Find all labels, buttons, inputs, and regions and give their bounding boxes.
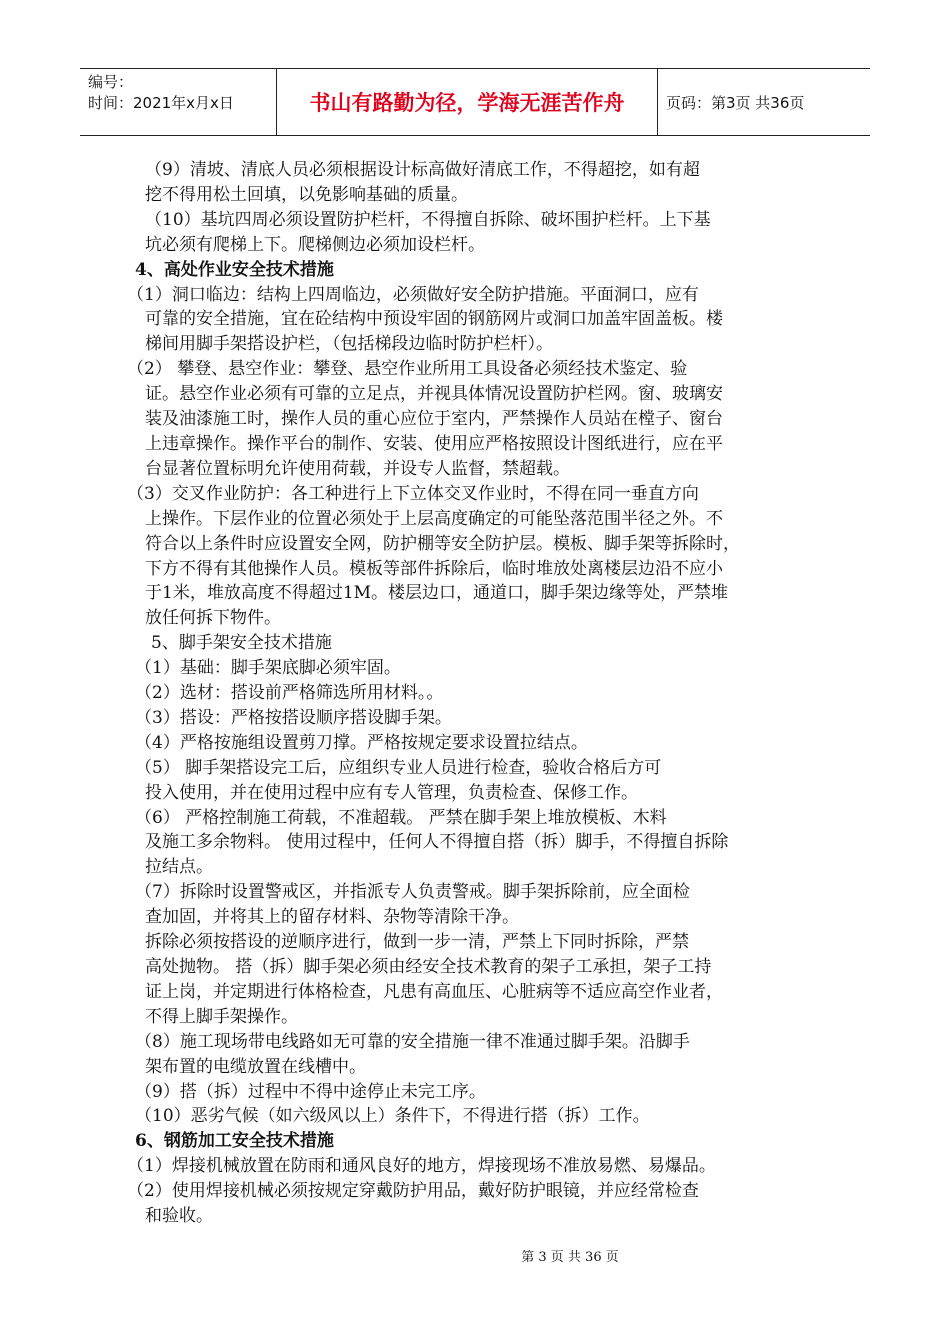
header-info-cell	[80, 69, 277, 135]
paragraph-line: （4）严格按施组设置剪刀撑。严格按规定要求设置拉结点。	[135, 732, 588, 753]
document-body	[127, 158, 810, 1229]
page-footer: 第 3 页 共 36 页	[521, 1250, 619, 1265]
paragraph-line: （1）洞口临边：结构上四周临边，必须做好安全防护措施。平面洞口，应有	[127, 284, 699, 305]
paragraph-line: 坑必须有爬梯上下。爬梯侧边必须加设栏杆。	[145, 234, 485, 255]
document-number-label: 编号：	[88, 73, 134, 91]
paragraph-line: 投入使用，并在使用过程中应有专人管理，负责检查、保修工作。	[145, 782, 638, 803]
paragraph-line: （2）选材：搭设前严格筛选所用材料。。	[135, 683, 444, 704]
paragraph-line: （1）焊接机械放置在防雨和通风良好的地方，焊接现场不准放易燃、易爆品。	[127, 1156, 716, 1177]
header-slogan: 书山有路勤为径，学海无涯苦作舟	[277, 69, 658, 135]
paragraph-line: （8）施工现场带电线路如无可靠的安全措施一律不准通过脚手架。沿脚手	[135, 1031, 690, 1052]
document-date: 时间：2021年x月x日	[88, 94, 234, 112]
page-header	[80, 68, 870, 136]
paragraph-line: （7）拆除时设置警戒区，并指派专人负责警戒。脚手架拆除前，应全面检	[135, 882, 690, 903]
paragraph-line: 台显著位置标明允许使用荷载，并设专人监督，禁超载。	[145, 458, 570, 479]
paragraph-line: 放任何拆下物件。	[145, 608, 281, 629]
paragraph-line: 5、脚手架安全技术措施	[151, 633, 332, 654]
paragraph-line: 查加固，并将其上的留存材料、杂物等清除干净。	[145, 907, 519, 928]
paragraph-line: 不得上脚手架操作。	[145, 1006, 298, 1027]
paragraph-line: 证上岗，并定期进行体格检查，凡患有高血压、心脏病等不适应高空作业者，	[145, 981, 723, 1002]
paragraph-line: 上违章操作。操作平台的制作、安装、使用应严格按照设计图纸进行，应在平	[145, 433, 723, 454]
paragraph-line: （10）基坑四周必须设置防护栏杆，不得擅自拆除、破坏围护栏杆。上下基	[145, 209, 711, 230]
paragraph-line: （2） 攀登、悬空作业：攀登、悬空作业所用工具设备必须经技术鉴定、验	[127, 359, 688, 380]
paragraph-line: 于1米，堆放高度不得超过1M。楼层边口，通道口，脚手架边缘等处，严禁堆	[145, 583, 729, 604]
paragraph-line: （3）交叉作业防护：各工种进行上下立体交叉作业时，不得在同一垂直方向	[127, 483, 699, 504]
paragraph-line: （1）基础：脚手架底脚必须牢固。	[135, 658, 401, 679]
paragraph-line: 装及油漆施工时，操作人员的重心应位于室内，严禁操作人员站在樘子、窗台	[145, 409, 723, 430]
paragraph-line: 挖不得用松土回填，以免影响基础的质量。	[145, 184, 468, 205]
paragraph-line: （9）清坡、清底人员必须根据设计标高做好清底工作，不得超挖，如有超	[145, 160, 700, 180]
paragraph-line: 梯间用脚手架搭设护栏，（包括梯段边临时防护栏杆）。	[145, 334, 553, 355]
paragraph-line: （3）搭设：严格按搭设顺序搭设脚手架。	[135, 707, 452, 728]
paragraph-line: （5） 脚手架搭设完工后，应组织专业人员进行检查，验收合格后方可	[135, 757, 662, 778]
paragraph-line: 证。悬空作业必须有可靠的立足点，并视具体情况设置防护栏网。窗、玻璃安	[145, 384, 723, 405]
section-heading: 4、高处作业安全技术措施	[135, 259, 334, 280]
header-page-info: 页码：第3页 共36页	[666, 93, 805, 112]
paragraph-line: 符合以上条件时应设置安全网，防护棚等安全防护层。模板、脚手架等拆除时，	[145, 533, 740, 554]
paragraph-line: 拆除必须按搭设的逆顺序进行，做到一步一清，严禁上下同时拆除，严禁	[145, 932, 689, 953]
paragraph-line: 可靠的安全措施，宜在砼结构中预设牢固的钢筋网片或洞口加盖牢固盖板。楼	[145, 309, 723, 330]
paragraph-line: 架布置的电缆放置在线槽中。	[145, 1056, 366, 1077]
paragraph-line: （9）搭（拆）过程中不得中途停止未完工序。	[135, 1081, 486, 1102]
paragraph-line: 拉结点。	[145, 857, 213, 878]
paragraph-line: （2）使用焊接机械必须按规定穿戴防护用品，戴好防护眼镜，并应经常检查	[127, 1181, 699, 1202]
paragraph-line: 及施工多余物料。 使用过程中，任何人不得擅自搭（拆）脚手，不得擅自拆除	[145, 832, 729, 853]
paragraph-line: 高处抛物。 搭（拆）脚手架必须由经安全技术教育的架子工承担，架子工持	[145, 957, 712, 977]
paragraph-line: 下方不得有其他操作人员。模板等部件拆除后，临时堆放处离楼层边沿不应小	[145, 558, 723, 579]
section-heading: 6、钢筋加工安全技术措施	[135, 1131, 334, 1152]
paragraph-line: （10）恶劣气候（如六级风以上）条件下，不得进行搭（拆）工作。	[135, 1106, 650, 1127]
paragraph-line: （6） 严格控制施工荷载，不准超载。 严禁在脚手架上堆放模板、木料	[135, 807, 667, 828]
paragraph-line: 和验收。	[145, 1206, 213, 1227]
paragraph-line: 上操作。下层作业的位置必须处于上层高度确定的可能坠落范围半径之外。不	[145, 508, 723, 529]
